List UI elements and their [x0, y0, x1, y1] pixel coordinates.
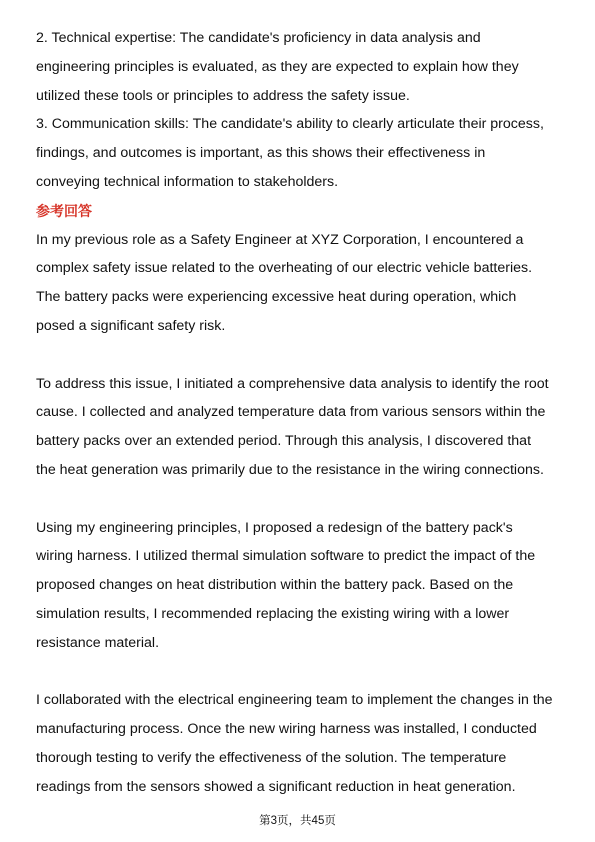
text-line: 3. Communication skills: The candidate's ability to clearly articulate their process,: [36, 116, 544, 133]
text-line: In my previous role as a Safety Engineer at XYZ Corporation, I encountered a: [36, 231, 524, 248]
evaluation-criteria: [36, 24, 564, 197]
text-line: simulation results, I recommended replacing the existing wiring with a lower: [36, 605, 510, 622]
text-line: engineering principles is evaluated, as they are expected to explain how they: [36, 58, 519, 75]
text-line: utilized these tools or principles to address the safety issue.: [36, 87, 410, 104]
text-line: To address this issue, I initiated a comprehensive data analysis to identify the root: [36, 375, 549, 392]
text-line: Using my engineering principles, I proposed a redesign of the battery pack's: [36, 519, 513, 536]
text-line: cause. I collected and analyzed temperature data from various sensors within the: [36, 404, 546, 421]
text-line: resistance material.: [36, 634, 160, 651]
paragraph-spacer: [36, 341, 564, 370]
answer-paragraph-2: [36, 370, 564, 485]
answer-paragraph-3: [36, 514, 564, 658]
answer-heading: 参考回答: [36, 202, 92, 219]
text-line: posed a significant safety risk.: [36, 317, 226, 334]
paragraph-spacer: [36, 658, 564, 687]
text-line: wiring harness. I utilized thermal simulation software to predict the impact of the: [36, 548, 536, 565]
page-number: 第3页，共45页: [259, 815, 336, 827]
answer-paragraph-1: [36, 226, 564, 341]
text-line: readings from the sensors showed a significant reduction in heat generation.: [36, 778, 516, 795]
text-line: 2. Technical expertise: The candidate's proficiency in data analysis and: [36, 30, 481, 46]
text-line: battery packs over an extended period. Through this analysis, I discovered that: [36, 433, 532, 450]
text-line: I collaborated with the electrical engineering team to implement the changes in the: [36, 692, 553, 709]
text-line: findings, and outcomes is important, as this shows their effectiveness in: [36, 145, 486, 162]
text-line: conveying technical information to stakeholders.: [36, 173, 339, 190]
page-content: [36, 24, 564, 802]
text-line: proposed changes on heat distribution within the battery pack. Based on the: [36, 577, 514, 594]
page-footer: [0, 813, 595, 829]
text-line: complex safety issue related to the overheating of our electric vehicle batteries.: [36, 260, 533, 277]
text-line: manufacturing process. Once the new wiring harness was installed, I conducted: [36, 721, 537, 738]
text-line: the heat generation was primarily due to the resistance in the wiring connections.: [36, 461, 544, 478]
answer-paragraph-4: [36, 686, 564, 801]
text-line: The battery packs were experiencing excessive heat during operation, which: [36, 289, 517, 306]
text-line: thorough testing to verify the effectiveness of the solution. The temperature: [36, 749, 507, 766]
paragraph-spacer: [36, 485, 564, 514]
